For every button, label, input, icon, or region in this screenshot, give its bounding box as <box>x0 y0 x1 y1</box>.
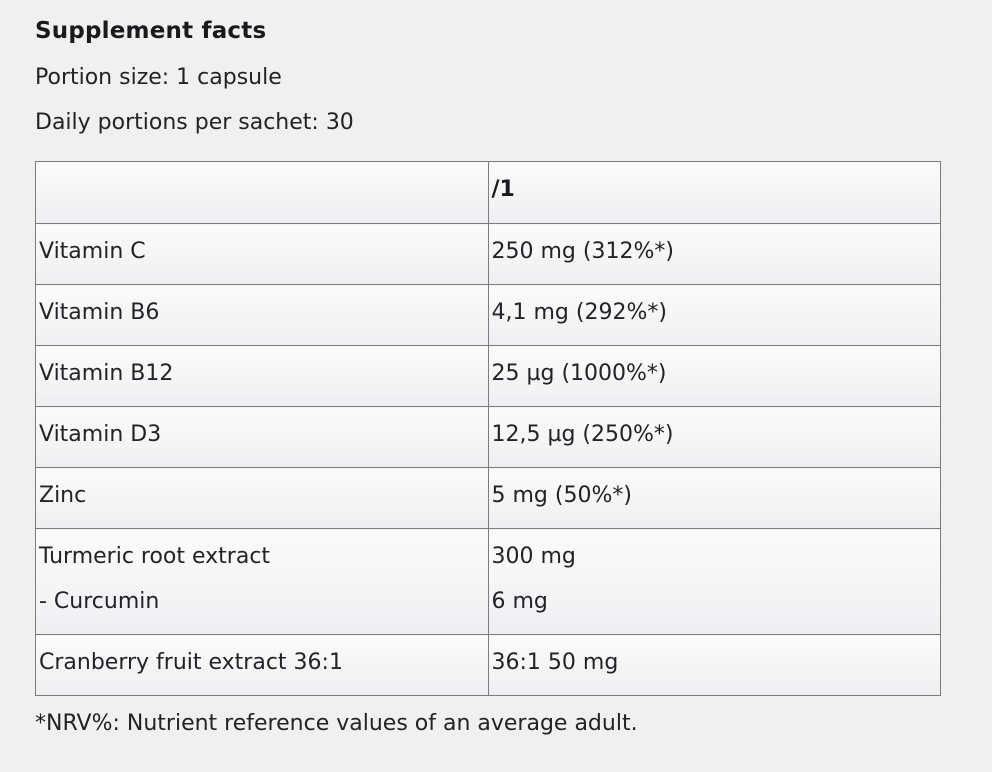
daily-portions-line: Daily portions per sachet: 30 <box>35 110 354 135</box>
ingredient-amount-cell: 36:1 50 mg <box>488 635 941 696</box>
ingredient-name-cell: Vitamin B6 <box>36 285 489 346</box>
ingredient-amount-cell <box>488 529 941 635</box>
ingredient-amount-line: 300 mg <box>491 544 576 569</box>
table-row <box>36 346 941 407</box>
table-row <box>36 407 941 468</box>
page-title: Supplement facts <box>35 18 267 44</box>
per-portion-column-header: /1 <box>488 162 941 224</box>
ingredient-amount-cell: 12,5 µg (250%*) <box>488 407 941 468</box>
ingredient-name-cell: Zinc <box>36 468 489 529</box>
ingredient-amount-cell: 25 µg (1000%*) <box>488 346 941 407</box>
ingredient-amount-cell: 4,1 mg (292%*) <box>488 285 941 346</box>
table-header-row <box>36 162 941 224</box>
supplement-facts-table <box>35 161 941 696</box>
table-row <box>36 529 941 635</box>
nrv-footnote: *NRV%: Nutrient reference values of an average adult. <box>35 711 638 736</box>
ingredient-name-line: Turmeric root extract <box>39 544 271 569</box>
ingredient-name-cell <box>36 529 489 635</box>
table-row <box>36 224 941 285</box>
portion-size-line: Portion size: 1 capsule <box>35 65 282 90</box>
ingredient-name-cell: Vitamin C <box>36 224 489 285</box>
ingredient-subcomponent-line: - Curcumin <box>39 589 160 614</box>
table-row <box>36 468 941 529</box>
ingredient-subcomponent-amount-line: 6 mg <box>491 589 548 614</box>
table-row <box>36 635 941 696</box>
table-row <box>36 285 941 346</box>
ingredient-name-cell: Vitamin D3 <box>36 407 489 468</box>
ingredient-column-header <box>36 162 489 224</box>
ingredient-amount-cell: 5 mg (50%*) <box>488 468 941 529</box>
ingredient-name-cell: Vitamin B12 <box>36 346 489 407</box>
ingredient-amount-cell: 250 mg (312%*) <box>488 224 941 285</box>
ingredient-name-cell: Cranberry fruit extract 36:1 <box>36 635 489 696</box>
